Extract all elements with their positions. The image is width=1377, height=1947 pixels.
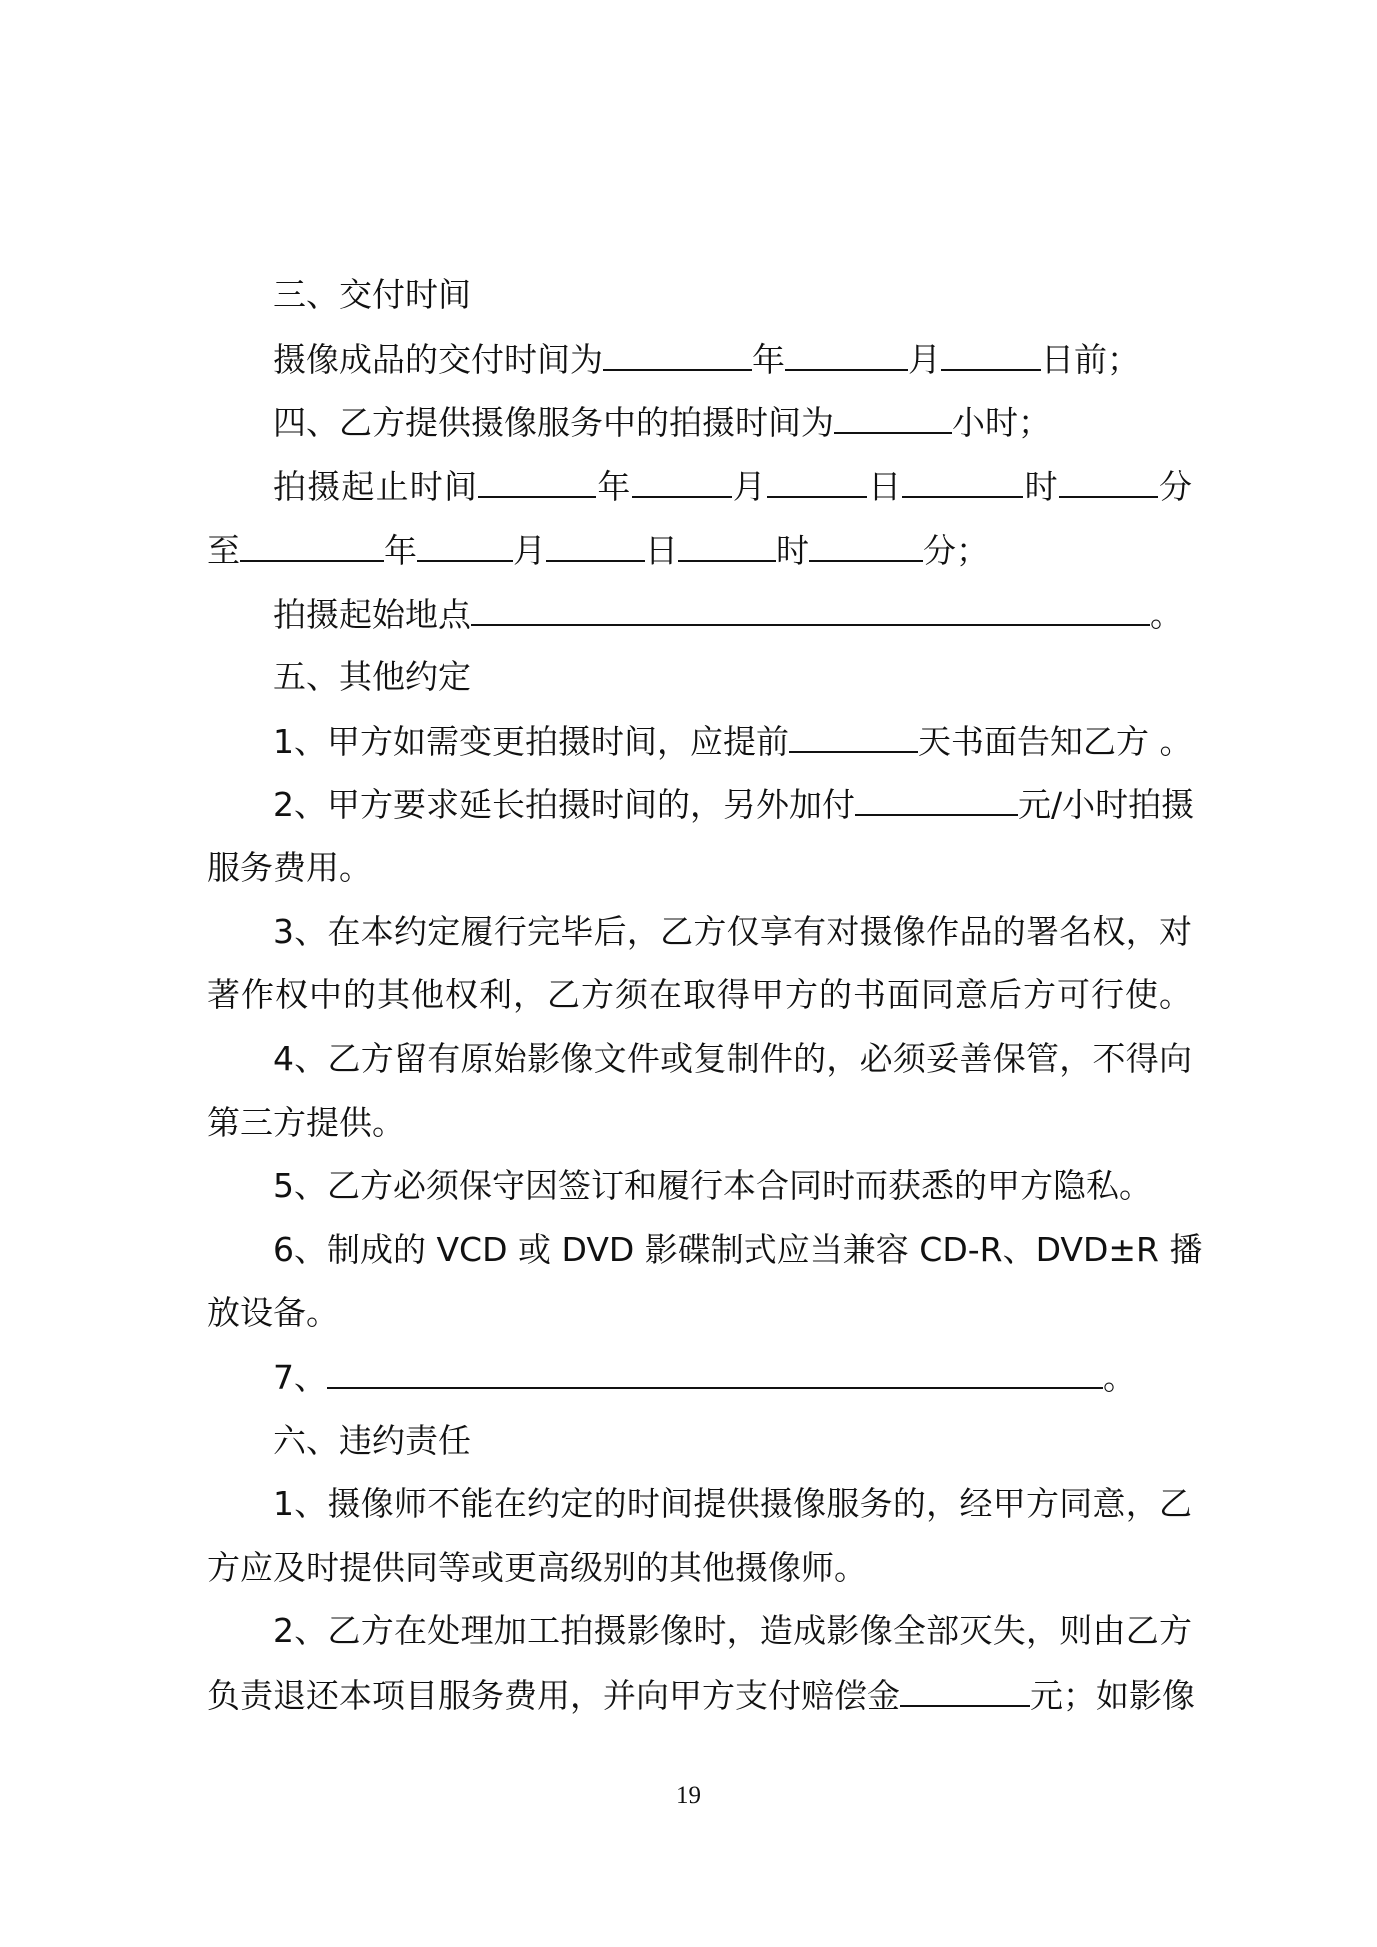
text: 年 [596,467,632,506]
blank-compensation[interactable] [900,1673,1030,1707]
blank-fee[interactable] [855,782,1018,816]
blank[interactable] [767,464,867,498]
heading-other-agreements [273,655,1192,699]
text: 。 [1103,1358,1136,1397]
text: 负责退还本项目服务费用，并向甲方支付赔偿金 [207,1676,900,1715]
text: 小时； [952,403,1051,442]
blank-hours[interactable] [834,400,952,434]
blank-days[interactable] [789,719,918,753]
text: 年 [752,340,785,379]
blank-other[interactable] [327,1355,1103,1389]
text: 日前； [1041,340,1140,379]
text: 2、甲方要求延长拍摄时间的，另外加付 [273,785,855,824]
clause-5-4-cont: 第三方提供。 [207,1103,405,1142]
clause-5-2 [273,782,1195,826]
clause-5-3-cont: 著作权中的其他权利，乙方须在取得甲方的书面同意后方可行使。 [207,975,1192,1014]
text: 三、交付时间 [273,275,471,314]
text: 分 [1157,467,1193,506]
blank[interactable] [902,464,1023,498]
text: 分； [923,531,989,570]
text: 拍摄起止时间 [273,467,479,506]
text: 1、甲方如需变更拍摄时间，应提前 [273,722,789,761]
text: 。 [1150,595,1183,634]
text: 元；如影像 [1030,1676,1195,1715]
blank[interactable] [632,464,732,498]
clause-5-6: 6、制成的 VCD 或 DVD 影碟制式应当兼容 CD-R、DVD±R 播 [273,1230,1203,1269]
text: 服务费用。 [207,848,372,887]
text: 五、其他约定 [273,657,471,696]
heading-liability: 六、违约责任 [273,1421,471,1460]
blank[interactable] [546,528,645,562]
paragraph-shooting-location [273,592,1192,636]
text: 月 [513,531,546,570]
text: 日 [867,467,903,506]
text: 摄像成品的交付时间为 [273,340,603,379]
paragraph-shooting-end [207,528,1192,572]
clause-6-2-cont [207,1673,1195,1717]
text: 年 [384,531,417,570]
clause-6-2: 2、乙方在处理加工拍摄影像时，造成影像全部灭失，则由乙方 [273,1611,1192,1650]
text: 月 [731,467,768,506]
text: 四、乙方提供摄像服务中的拍摄时间为 [273,403,834,442]
clause-5-2-cont [207,846,1192,890]
paragraph-shooting-start [273,464,1192,508]
blank-month[interactable] [785,337,908,371]
blank[interactable] [809,528,923,562]
paragraph-shooting-hours [273,400,1192,444]
text: 元/小时拍摄 [1018,785,1195,824]
blank[interactable] [678,528,776,562]
heading-delivery-time [273,273,1192,317]
clause-5-4: 4、乙方留有原始影像文件或复制件的，必须妥善保管，不得向 [273,1039,1192,1078]
paragraph-delivery-date [273,337,1192,381]
clause-6-1: 1、摄像师不能在约定的时间提供摄像服务的，经甲方同意，乙 [273,1484,1192,1523]
text: 月 [908,340,941,379]
clause-5-6-cont: 放设备。 [207,1293,339,1332]
page-number: 19 [676,1782,701,1809]
blank-year[interactable] [603,337,752,371]
clause-5-5: 5、乙方必须保守因签订和履行本合同时而获悉的甲方隐私。 [273,1166,1152,1205]
text: 7、 [273,1358,327,1397]
text: 时 [776,531,809,570]
blank[interactable] [1059,464,1158,498]
text: 天书面告知乙方 。 [918,722,1193,761]
clause-6-1-cont: 方应及时提供同等或更高级别的其他摄像师。 [207,1548,867,1587]
blank[interactable] [240,528,384,562]
text: 拍摄起始地点 [273,595,471,634]
blank-day[interactable] [941,337,1041,371]
text: 至 [207,531,240,570]
text: 日 [645,531,678,570]
clause-5-7 [273,1355,1192,1399]
clause-5-1 [273,719,1192,763]
blank[interactable] [478,464,596,498]
blank-location[interactable] [471,592,1150,626]
text: 时 [1023,467,1059,506]
clause-5-3: 3、在本约定履行完毕后，乙方仅享有对摄像作品的署名权，对 [273,912,1192,951]
blank[interactable] [417,528,513,562]
